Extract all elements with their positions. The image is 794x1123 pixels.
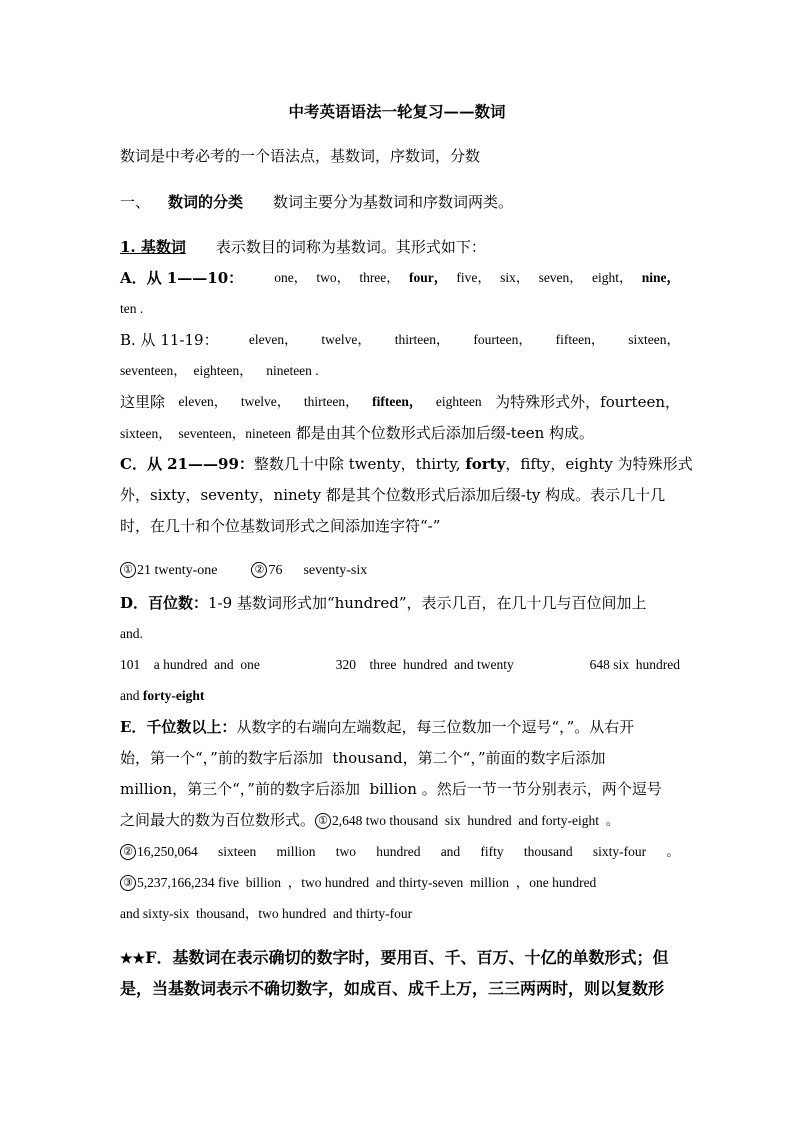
and-word: and (120, 688, 143, 703)
star-icon: ★★ (120, 951, 146, 967)
circled-number-2: ② (251, 562, 267, 578)
number-word: seven， (538, 270, 583, 285)
number-word: four， (408, 270, 448, 285)
section-heading-classification (120, 192, 680, 212)
note-suffix: 为特殊形式外，fourteen， (495, 393, 680, 411)
number-word: twelve， (321, 332, 371, 347)
number-word: three， (359, 270, 400, 285)
number-word: eleven， (178, 394, 228, 409)
section-e-line3: million，第三个“，”前的数字后添加 billion 。然后一节一节分别表示，两个逗号 (120, 780, 662, 798)
section-c-line2: 外，sixty，seventy，ninety 都是其个位数形式后添加后缀-ty 构成。表示几十几 (120, 486, 666, 504)
number-word: nine， (641, 270, 680, 285)
section-f-text1: F．基数词在表示确切的数字时，要用百、千、百万、十亿的单数形式；但 (145, 948, 669, 967)
section-e-text: 从数字的右端向左端数起，每三位数加一个逗号“，”。从右开 (236, 718, 635, 736)
section-b-label: B. 从 11-19： (120, 331, 219, 349)
section-e-label: E．千位数以上： (120, 718, 237, 736)
section-d-label: D．百位数： (120, 594, 209, 612)
example-648: 648 six hundred (589, 657, 680, 672)
example-320: 320 three hundred and twenty (335, 657, 514, 672)
example-21: 21 twenty-one (137, 563, 218, 578)
forty-word: forty (465, 455, 506, 473)
section-f-line1 (120, 948, 680, 969)
example-word: and (440, 844, 461, 859)
section-b-line (120, 330, 680, 350)
number-word: fourteen， (473, 332, 532, 347)
section-d-line1 (120, 593, 680, 613)
section-e-line4 (120, 810, 680, 831)
circled-number-1: ① (315, 813, 331, 829)
example-word: 。 (666, 844, 680, 859)
section-b-line2: seventeen， eighteen， nineteen . (120, 363, 319, 378)
number-word: five， (456, 270, 491, 285)
section-c-label: C．从 21——99： (120, 455, 254, 473)
examples-21-76 (120, 561, 680, 581)
number-word: two， (316, 270, 351, 285)
number-word: six， (500, 270, 530, 285)
example-5237166234: 5,237,166,234 five billion ，two hundred and thirty-seven million ，one hundred (137, 875, 597, 890)
section-d-text: 1-9 基数词形式加“hundred”，表示几百，在几十几与百位间加上 (208, 594, 647, 612)
section-number: 一、 (120, 193, 151, 211)
section-d-examples-line2 (120, 686, 680, 706)
cardinal-heading-line (120, 237, 680, 257)
section-e-line2: 始，第一个“，”前的数字后添加 thousand，第二个“，”前面的数字后添加 (120, 749, 606, 767)
number-word: one， (274, 270, 308, 285)
example-word: two (335, 844, 356, 859)
example-2648: 2,648 two thousand six hundred and forty-eight 。 (332, 813, 620, 828)
number-word: twelve， (240, 394, 291, 409)
number-word: eleven， (248, 332, 298, 347)
number-word: fifteen， (555, 332, 605, 347)
example-word: sixty-four (592, 844, 647, 859)
example-word: fifty (480, 844, 504, 859)
section-e-example3 (120, 873, 680, 893)
number-word: eighteen (435, 394, 482, 409)
intro-paragraph: 数词是中考必考的一个语法点，基数词，序数词，分数 (120, 147, 481, 165)
section-heading: 数词的分类 (168, 193, 244, 211)
section-d-examples (120, 655, 680, 675)
number-word: thirteen， (303, 394, 359, 409)
section-a-line (120, 268, 680, 288)
section-b-note (120, 392, 680, 412)
circled-number-3: ③ (120, 875, 136, 891)
example-101: 101 a hundred and one (120, 657, 260, 672)
number-word: sixteen， (628, 332, 680, 347)
example-word: 16,250,064 (137, 844, 198, 859)
section-c-line3: 时，在几十和个位基数词形式之间添加连字符“-” (120, 517, 441, 535)
example-word: million (276, 844, 316, 859)
forty-eight-word: forty-eight (142, 688, 205, 703)
section-f-line2: 是，当基数词表示不确切数字，如成百、成千上万，三三两两时，则以复数形 (120, 979, 665, 998)
section-e-text4: 之间最大的数为百位数形式。 (120, 811, 316, 829)
note-line2-words: sixteen， seventeen，nineteen (120, 426, 291, 441)
circled-number-2: ② (120, 844, 136, 860)
section-e-example3-line2: and sixty-six thousand，two hundred and thirty-four (120, 906, 413, 921)
section-b-note-line2 (120, 423, 680, 444)
example-76: 76 seventy-six (268, 563, 368, 578)
note-prefix: 这里除 (120, 393, 166, 411)
section-a-tail: ten . (120, 301, 144, 316)
example-word: hundred (376, 844, 421, 859)
page-title: 中考英语语法一轮复习——数词 (288, 102, 506, 121)
cardinal-description: 表示数目的词称为基数词。其形式如下： (215, 238, 486, 256)
cardinal-heading: 1. 基数词 (120, 238, 186, 256)
section-c-text: 整数几十中除 twenty，thirty, (253, 455, 466, 473)
section-c-line1 (120, 454, 693, 474)
example-word: thousand (523, 844, 573, 859)
number-word: eight， (592, 270, 633, 285)
section-e-line1 (120, 717, 680, 737)
section-description: 数词主要分为基数词和序数词两类。 (273, 193, 514, 211)
section-e-example2 (120, 842, 680, 862)
section-a-label: A．从 1——10： (120, 269, 244, 287)
circled-number-1: ① (120, 562, 136, 578)
note-line2-text: 都是由其个位数形式后添加后缀-teen 构成。 (295, 424, 595, 442)
number-word: fifteen， (372, 394, 423, 409)
section-c-text-b: ，fifty，eighty 为特殊形式 (505, 455, 693, 473)
section-d-and: and. (120, 626, 143, 641)
example-word: sixteen (217, 844, 257, 859)
number-word: thirteen， (394, 332, 450, 347)
